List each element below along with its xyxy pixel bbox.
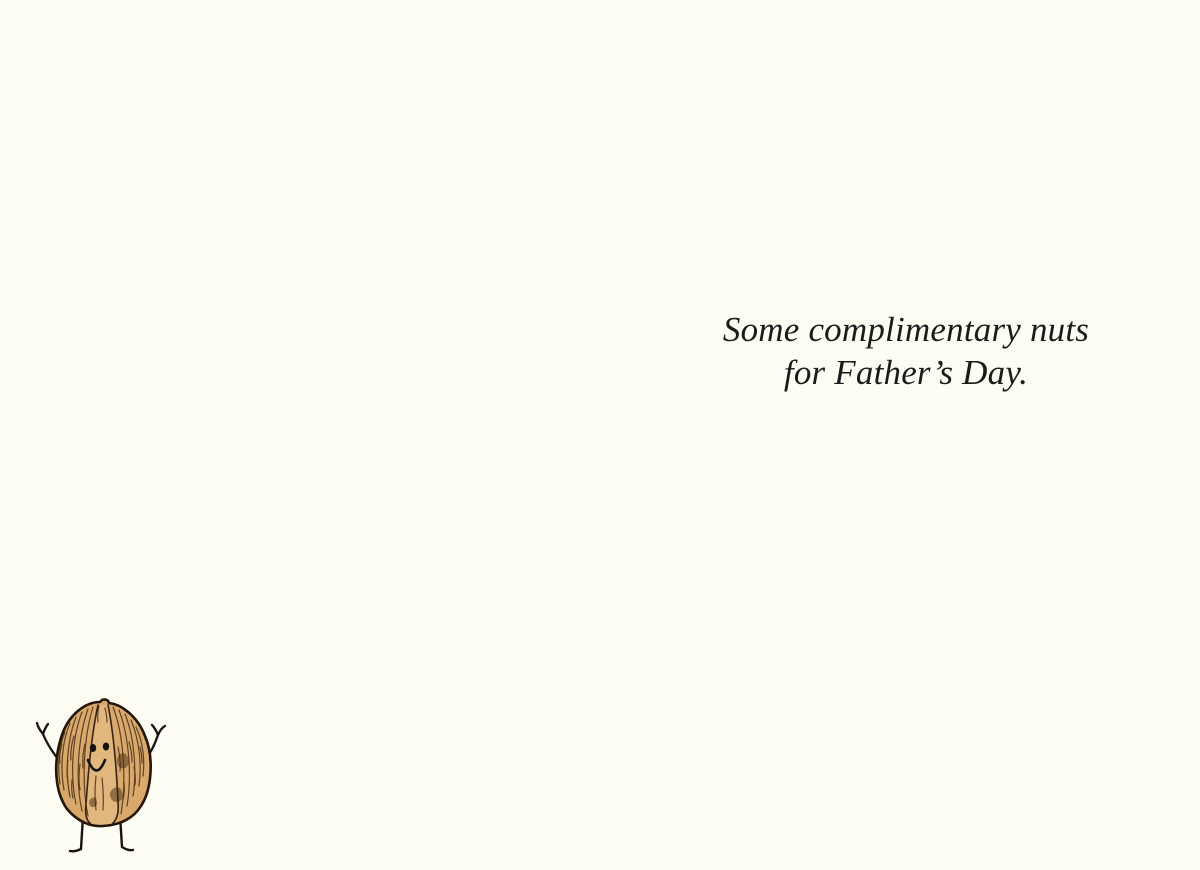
walnut-character-svg (28, 692, 180, 864)
card-message-line-1: Some complimentary nuts (722, 310, 1090, 349)
walnut-left-eye (90, 744, 96, 752)
card-message (723, 308, 1089, 394)
card-message-line-2: for Father’s Day. (783, 353, 1029, 392)
walnut-character-illustration (28, 692, 180, 864)
walnut-right-eye (103, 743, 109, 751)
